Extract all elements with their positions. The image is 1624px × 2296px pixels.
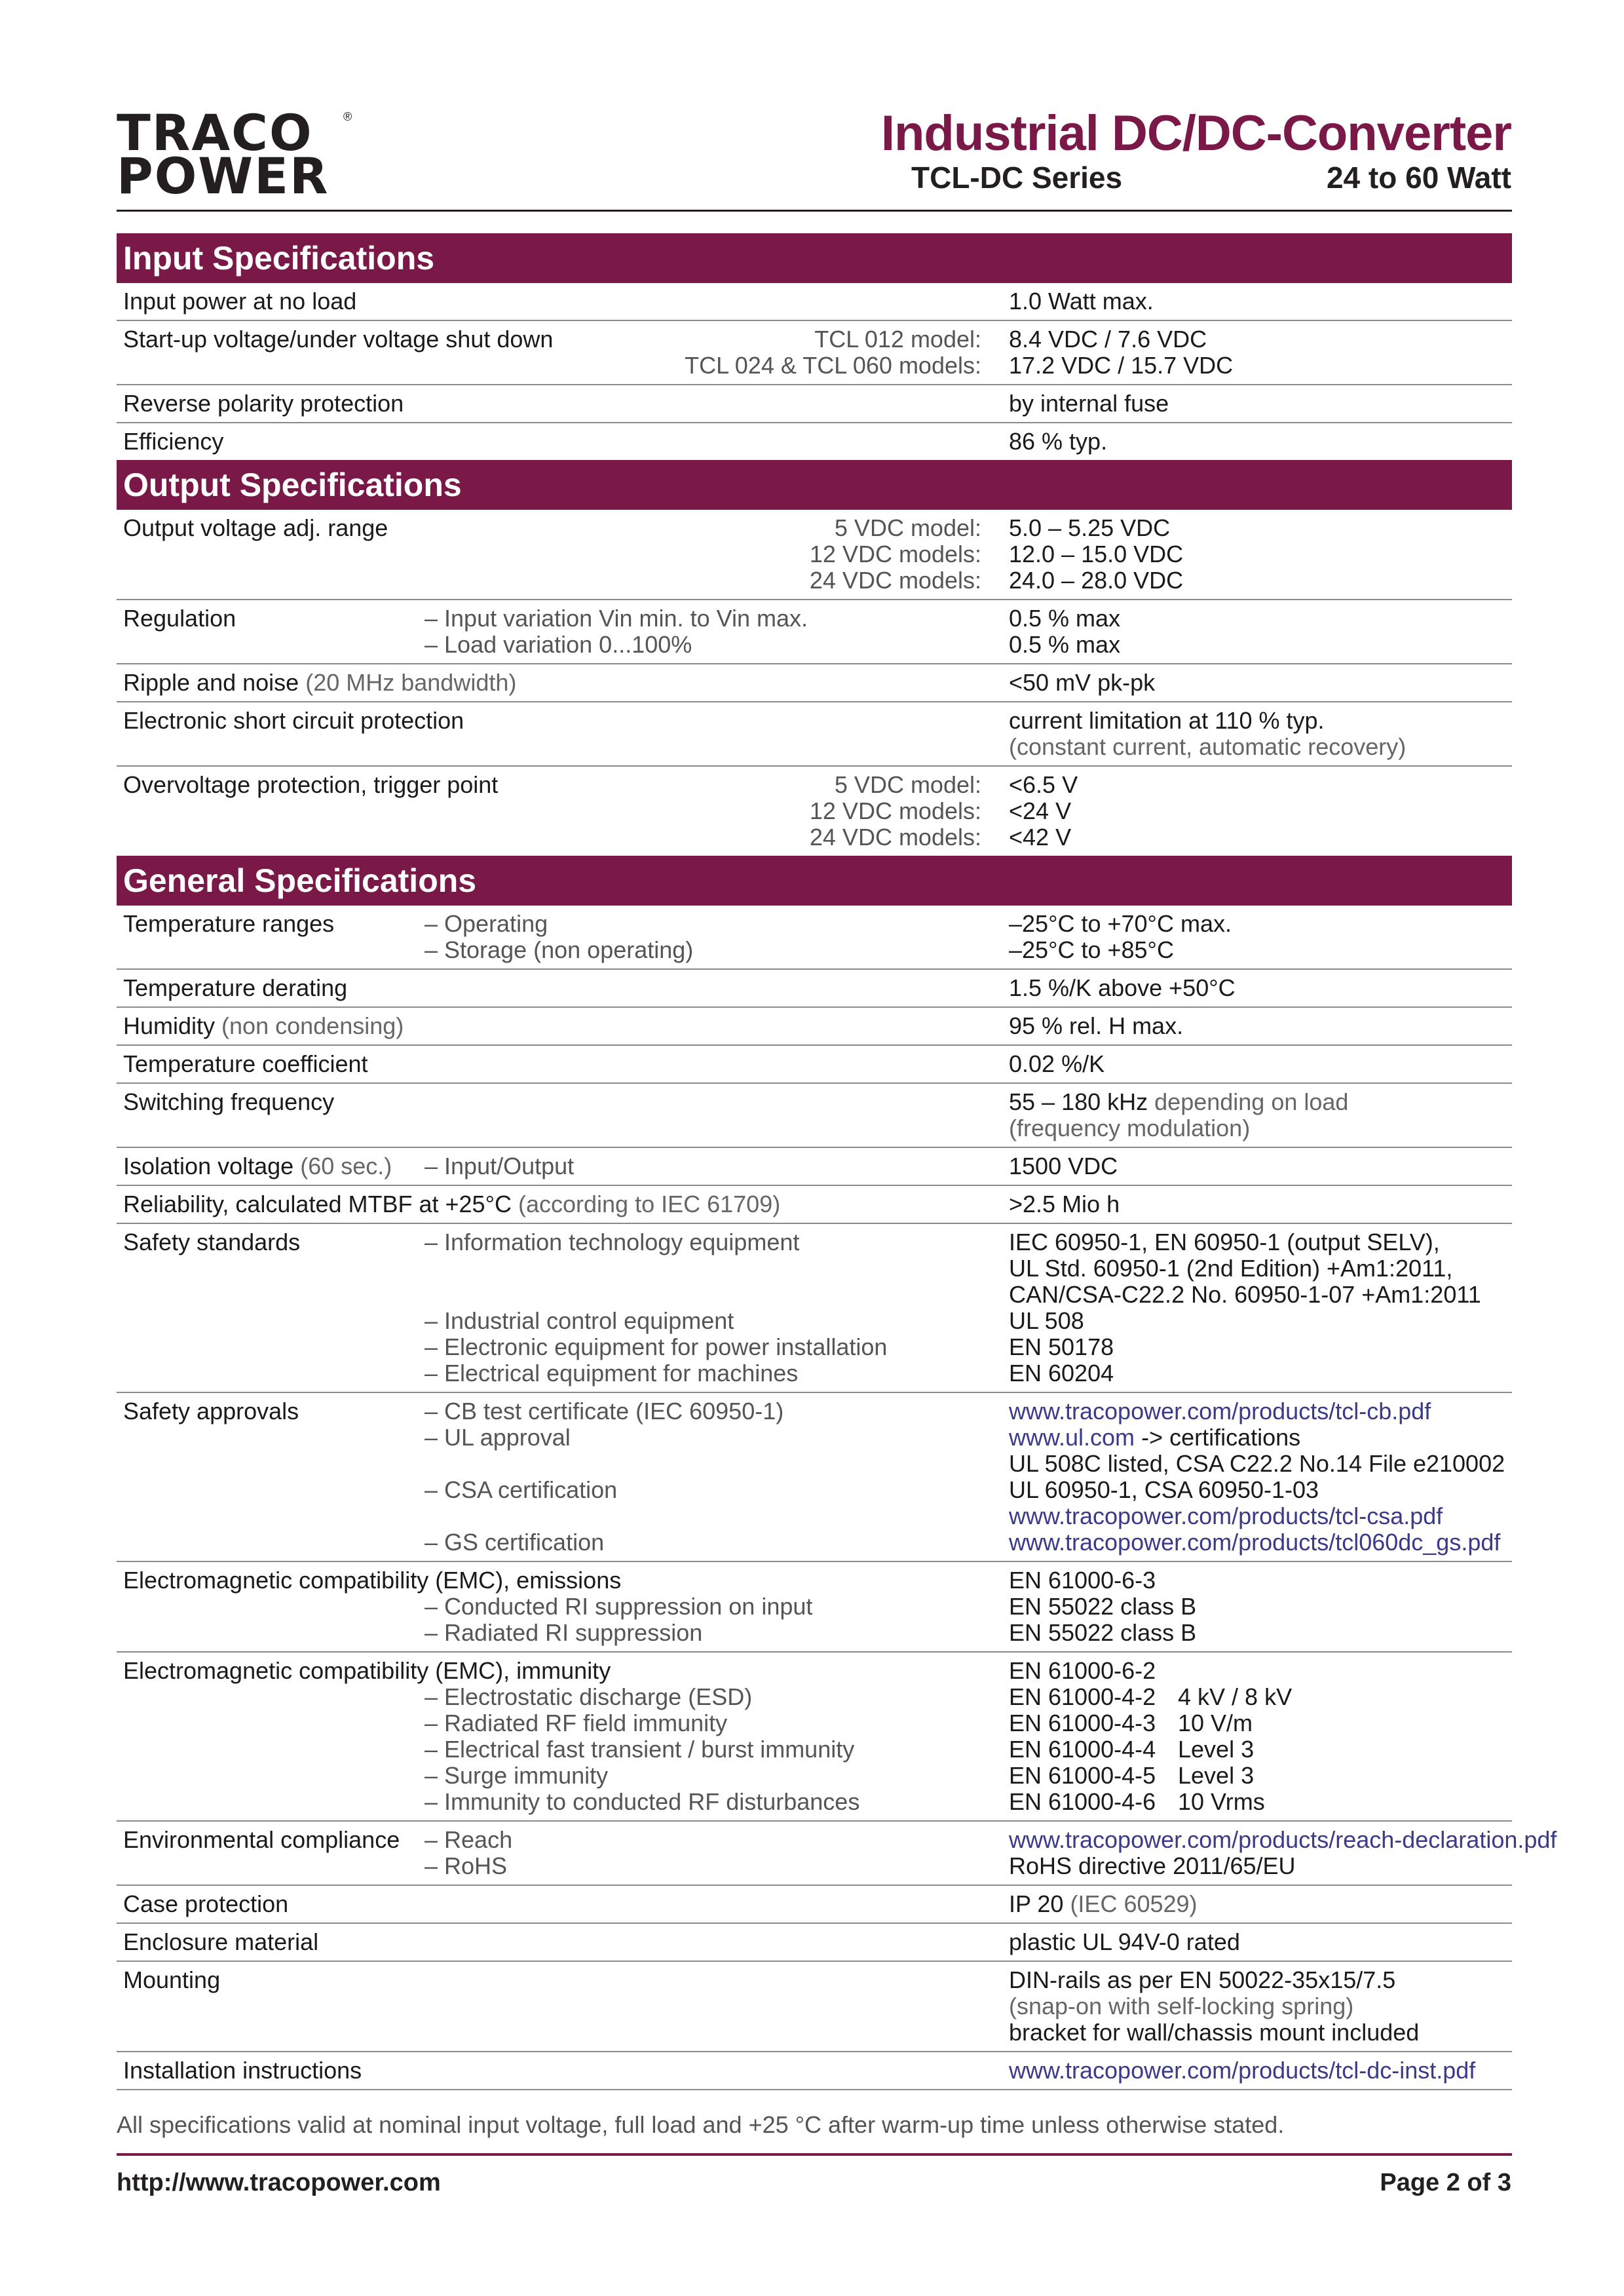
row-label-note: (non condensing) — [221, 1012, 404, 1039]
row-label: Safety approvals — [123, 1398, 299, 1425]
row-label-note: (according to IEC 61709) — [518, 1191, 781, 1217]
table-row — [117, 767, 1512, 856]
row-value: EN 61000-4-2 — [1009, 1683, 1156, 1710]
table-row — [117, 510, 1512, 600]
row-label: Output voltage adj. range — [123, 514, 388, 541]
row-label: Efficiency — [123, 428, 224, 455]
csa-certificate-link[interactable]: www.tracopower.com/products/tcl-csa.pdf — [1009, 1502, 1443, 1529]
row-label — [123, 1013, 1040, 1039]
cb-certificate-link[interactable]: www.tracopower.com/products/tcl-cb.pdf — [1009, 1398, 1431, 1425]
row-value: 5.0 – 5.25 VDC — [1009, 514, 1171, 541]
row-condition: 5 VDC model: — [834, 771, 981, 798]
table-row — [117, 385, 1512, 423]
row-value: 0.5 % max — [1009, 631, 1121, 658]
table-row — [117, 1822, 1557, 1886]
row-label-note: (60 sec.) — [300, 1153, 392, 1179]
row-condition: – Reach — [425, 1826, 513, 1853]
row-condition: – Industrial control equipment — [425, 1307, 734, 1334]
row-value: CAN/CSA-C22.2 No. 60950-1-07 +Am1:2011 — [1009, 1281, 1481, 1308]
table-row — [117, 600, 1512, 664]
row-condition: – Electrostatic discharge (ESD) — [425, 1683, 753, 1710]
header-rule — [117, 210, 1512, 212]
row-condition: – UL approval — [425, 1424, 571, 1451]
row-condition: 24 VDC models: — [809, 824, 981, 851]
logo-line1: TRACO — [117, 104, 313, 162]
row-label: Enclosure material — [123, 1928, 319, 1955]
section-header-output: Output Specifications — [117, 460, 1512, 510]
page-number: Page 2 of 3 — [1380, 2169, 1511, 2196]
table-row — [117, 664, 1512, 702]
table-row — [117, 2052, 1512, 2090]
footer-url-link[interactable]: http://www.tracopower.com — [117, 2169, 441, 2196]
row-label-text: Isolation voltage — [123, 1153, 294, 1179]
installation-instructions-link[interactable]: www.tracopower.com/products/tcl-dc-inst.pdf — [1009, 2057, 1476, 2084]
row-value: DIN-rails as per EN 50022-35x15/7.5 — [1009, 1966, 1396, 1993]
row-value: EN 61000-4-3 — [1009, 1710, 1156, 1736]
row-value: 86 % typ. — [1009, 428, 1108, 455]
row-value-level: 10 V/m — [1178, 1710, 1253, 1736]
table-row — [117, 1924, 1512, 1962]
row-value-note: (constant current, automatic recovery) — [1009, 733, 1407, 760]
row-label-text: Ripple and noise — [123, 669, 299, 696]
reach-declaration-link[interactable]: www.tracopower.com/products/reach-declaration.pdf — [1009, 1826, 1557, 1853]
table-row — [117, 283, 1512, 321]
footer-rule — [117, 2153, 1512, 2156]
row-condition: – Radiated RF field immunity — [425, 1710, 728, 1736]
row-value: EN 55022 class B — [1009, 1619, 1197, 1646]
spec-table — [117, 233, 1557, 2090]
row-value: -> certifications — [1141, 1424, 1301, 1451]
row-value: <50 mV pk-pk — [1009, 669, 1156, 696]
row-label: Electronic short circuit protection — [123, 707, 464, 734]
row-value-level: Level 3 — [1178, 1736, 1255, 1763]
row-value-note: (frequency modulation) — [1009, 1115, 1251, 1141]
row-value: EN 61000-4-6 — [1009, 1788, 1156, 1815]
row-value: current limitation at 110 % typ. — [1009, 707, 1325, 734]
row-value: IEC 60950-1, EN 60950-1 (output SELV), — [1009, 1229, 1440, 1255]
table-row — [117, 1653, 1512, 1822]
row-label: Regulation — [123, 605, 236, 632]
row-value: <42 V — [1009, 824, 1072, 851]
row-value: 55 – 180 kHz — [1009, 1088, 1148, 1115]
row-label: Input power at no load — [123, 288, 357, 315]
ul-link[interactable]: www.ul.com — [1009, 1424, 1135, 1451]
row-label: Temperature coefficient — [123, 1050, 368, 1077]
row-value: EN 60204 — [1009, 1360, 1114, 1387]
row-condition: – Conducted RI suppression on input — [425, 1593, 813, 1620]
row-label: Electromagnetic compatibility (EMC), immunity — [123, 1657, 611, 1684]
row-value: 1500 VDC — [1009, 1153, 1118, 1179]
row-condition: 12 VDC models: — [809, 797, 981, 824]
row-label — [123, 1191, 1040, 1217]
row-label: Electromagnetic compatibility (EMC), emissions — [123, 1567, 622, 1594]
table-row — [117, 1148, 1512, 1186]
row-value-level: Level 3 — [1178, 1762, 1255, 1789]
row-value-level: 4 kV / 8 kV — [1178, 1683, 1293, 1710]
row-value-level: 10 Vrms — [1178, 1788, 1265, 1815]
row-value: 95 % rel. H max. — [1009, 1012, 1184, 1039]
row-label: Temperature ranges — [123, 910, 335, 937]
row-value: EN 61000-4-4 — [1009, 1736, 1156, 1763]
table-row — [117, 1886, 1512, 1924]
tracopower-logo — [117, 104, 359, 205]
table-row — [117, 1046, 1512, 1084]
row-label: Installation instructions — [123, 2057, 362, 2084]
row-condition: TCL 024 & TCL 060 models: — [685, 352, 981, 379]
row-value: EN 61000-4-5 — [1009, 1762, 1156, 1789]
table-row — [117, 1962, 1512, 2052]
row-value: IP 20 — [1009, 1890, 1064, 1917]
row-value: EN 61000-6-3 — [1009, 1567, 1156, 1594]
row-condition: – Electronic equipment for power installation — [425, 1333, 888, 1360]
row-label-text: Humidity — [123, 1012, 216, 1039]
row-value: <24 V — [1009, 797, 1072, 824]
row-label-text: Reliability, calculated MTBF at +25°C — [123, 1191, 512, 1217]
row-label: Switching frequency — [123, 1088, 335, 1115]
row-value: 0.5 % max — [1009, 605, 1121, 632]
row-label: Reverse polarity protection — [123, 390, 404, 417]
row-value-note: (IEC 60529) — [1070, 1890, 1198, 1917]
row-label: Safety standards — [123, 1229, 301, 1255]
row-value: UL 508 — [1009, 1307, 1084, 1334]
table-row — [117, 1562, 1512, 1653]
row-value: >2.5 Mio h — [1009, 1191, 1120, 1217]
row-label: Environmental compliance — [123, 1826, 400, 1853]
power-range: 24 to 60 Watt — [1326, 161, 1511, 195]
row-label — [123, 670, 1040, 696]
document-title: Industrial DC/DC-Converter — [880, 105, 1511, 161]
row-value: 24.0 – 28.0 VDC — [1009, 567, 1184, 594]
series-name: TCL-DC Series — [911, 161, 1123, 195]
row-condition: – CB test certificate (IEC 60950-1) — [425, 1398, 784, 1425]
row-condition: – Input variation Vin min. to Vin max. — [425, 605, 808, 632]
registered-mark: ® — [343, 110, 352, 123]
table-row — [117, 1084, 1512, 1148]
table-row — [117, 1224, 1512, 1393]
row-condition: – Information technology equipment — [425, 1229, 800, 1255]
row-value: 12.0 – 15.0 VDC — [1009, 541, 1184, 567]
row-condition: 5 VDC model: — [834, 514, 981, 541]
row-value: RoHS directive 2011/65/EU — [1009, 1852, 1296, 1879]
row-value: bracket for wall/chassis mount included — [1009, 2019, 1420, 2046]
gs-certificate-link[interactable]: www.tracopower.com/products/tcl060dc_gs.pdf — [1009, 1529, 1501, 1556]
row-label: Overvoltage protection, trigger point — [123, 771, 499, 798]
row-condition: – Electrical equipment for machines — [425, 1360, 799, 1387]
table-row — [117, 321, 1512, 385]
row-value: 0.02 %/K — [1009, 1050, 1105, 1077]
table-row — [117, 1186, 1512, 1224]
row-value: 1.5 %/K above +50°C — [1009, 974, 1236, 1001]
row-value: 8.4 VDC / 7.6 VDC — [1009, 326, 1207, 353]
row-condition: – CSA certification — [425, 1476, 618, 1503]
row-condition: TCL 012 model: — [814, 326, 981, 353]
row-value: 17.2 VDC / 15.7 VDC — [1009, 352, 1234, 379]
row-value-note: depending on load — [1154, 1088, 1349, 1115]
row-label: Mounting — [123, 1966, 221, 1993]
row-value: –25°C to +85°C — [1009, 936, 1174, 963]
table-row — [117, 970, 1512, 1008]
row-condition: – GS certification — [425, 1529, 605, 1556]
row-label: Case protection — [123, 1890, 289, 1917]
logo-line2: POWER — [117, 147, 330, 205]
table-row — [117, 423, 1512, 460]
row-label-note: (20 MHz bandwidth) — [305, 669, 517, 696]
row-value: by internal fuse — [1009, 390, 1169, 417]
row-condition: – Radiated RI suppression — [425, 1619, 703, 1646]
table-row — [117, 1393, 1512, 1562]
section-header-general: General Specifications — [117, 856, 1512, 906]
row-condition: – RoHS — [425, 1852, 508, 1879]
row-condition: – Electrical fast transient / burst immunity — [425, 1736, 855, 1763]
table-row — [117, 1008, 1512, 1046]
row-condition: 24 VDC models: — [809, 567, 981, 594]
row-label: Temperature derating — [123, 974, 348, 1001]
row-value: plastic UL 94V-0 rated — [1009, 1928, 1240, 1955]
row-value: <6.5 V — [1009, 771, 1078, 798]
row-value: –25°C to +70°C max. — [1009, 910, 1232, 937]
row-label: Start-up voltage/under voltage shut down — [123, 326, 554, 353]
row-condition: – Surge immunity — [425, 1762, 609, 1789]
row-value-note: (snap-on with self-locking spring) — [1009, 1993, 1354, 2019]
table-row — [117, 702, 1512, 767]
row-value: UL 508C listed, CSA C22.2 No.14 File e210002 — [1009, 1450, 1505, 1477]
row-condition: – Input/Output — [425, 1153, 575, 1179]
row-value: UL 60950-1, CSA 60950-1-03 — [1009, 1476, 1319, 1503]
row-value: EN 61000-6-2 — [1009, 1657, 1156, 1684]
row-value: UL Std. 60950-1 (2nd Edition) +Am1:2011, — [1009, 1255, 1453, 1282]
table-row — [117, 906, 1512, 970]
row-condition: 12 VDC models: — [809, 541, 981, 567]
footnote: All specifications valid at nominal input voltage, full load and +25 °C after warm-up time unless otherwise stated. — [117, 2111, 1285, 2138]
section-header-input: Input Specifications — [117, 233, 1512, 283]
row-condition: – Load variation 0...100% — [425, 631, 692, 658]
row-value: 1.0 Watt max. — [1009, 288, 1154, 315]
row-condition: – Operating — [425, 910, 548, 937]
row-condition: – Immunity to conducted RF disturbances — [425, 1788, 860, 1815]
row-condition: – Storage (non operating) — [425, 936, 694, 963]
row-value: EN 50178 — [1009, 1333, 1114, 1360]
row-value: EN 55022 class B — [1009, 1593, 1197, 1620]
